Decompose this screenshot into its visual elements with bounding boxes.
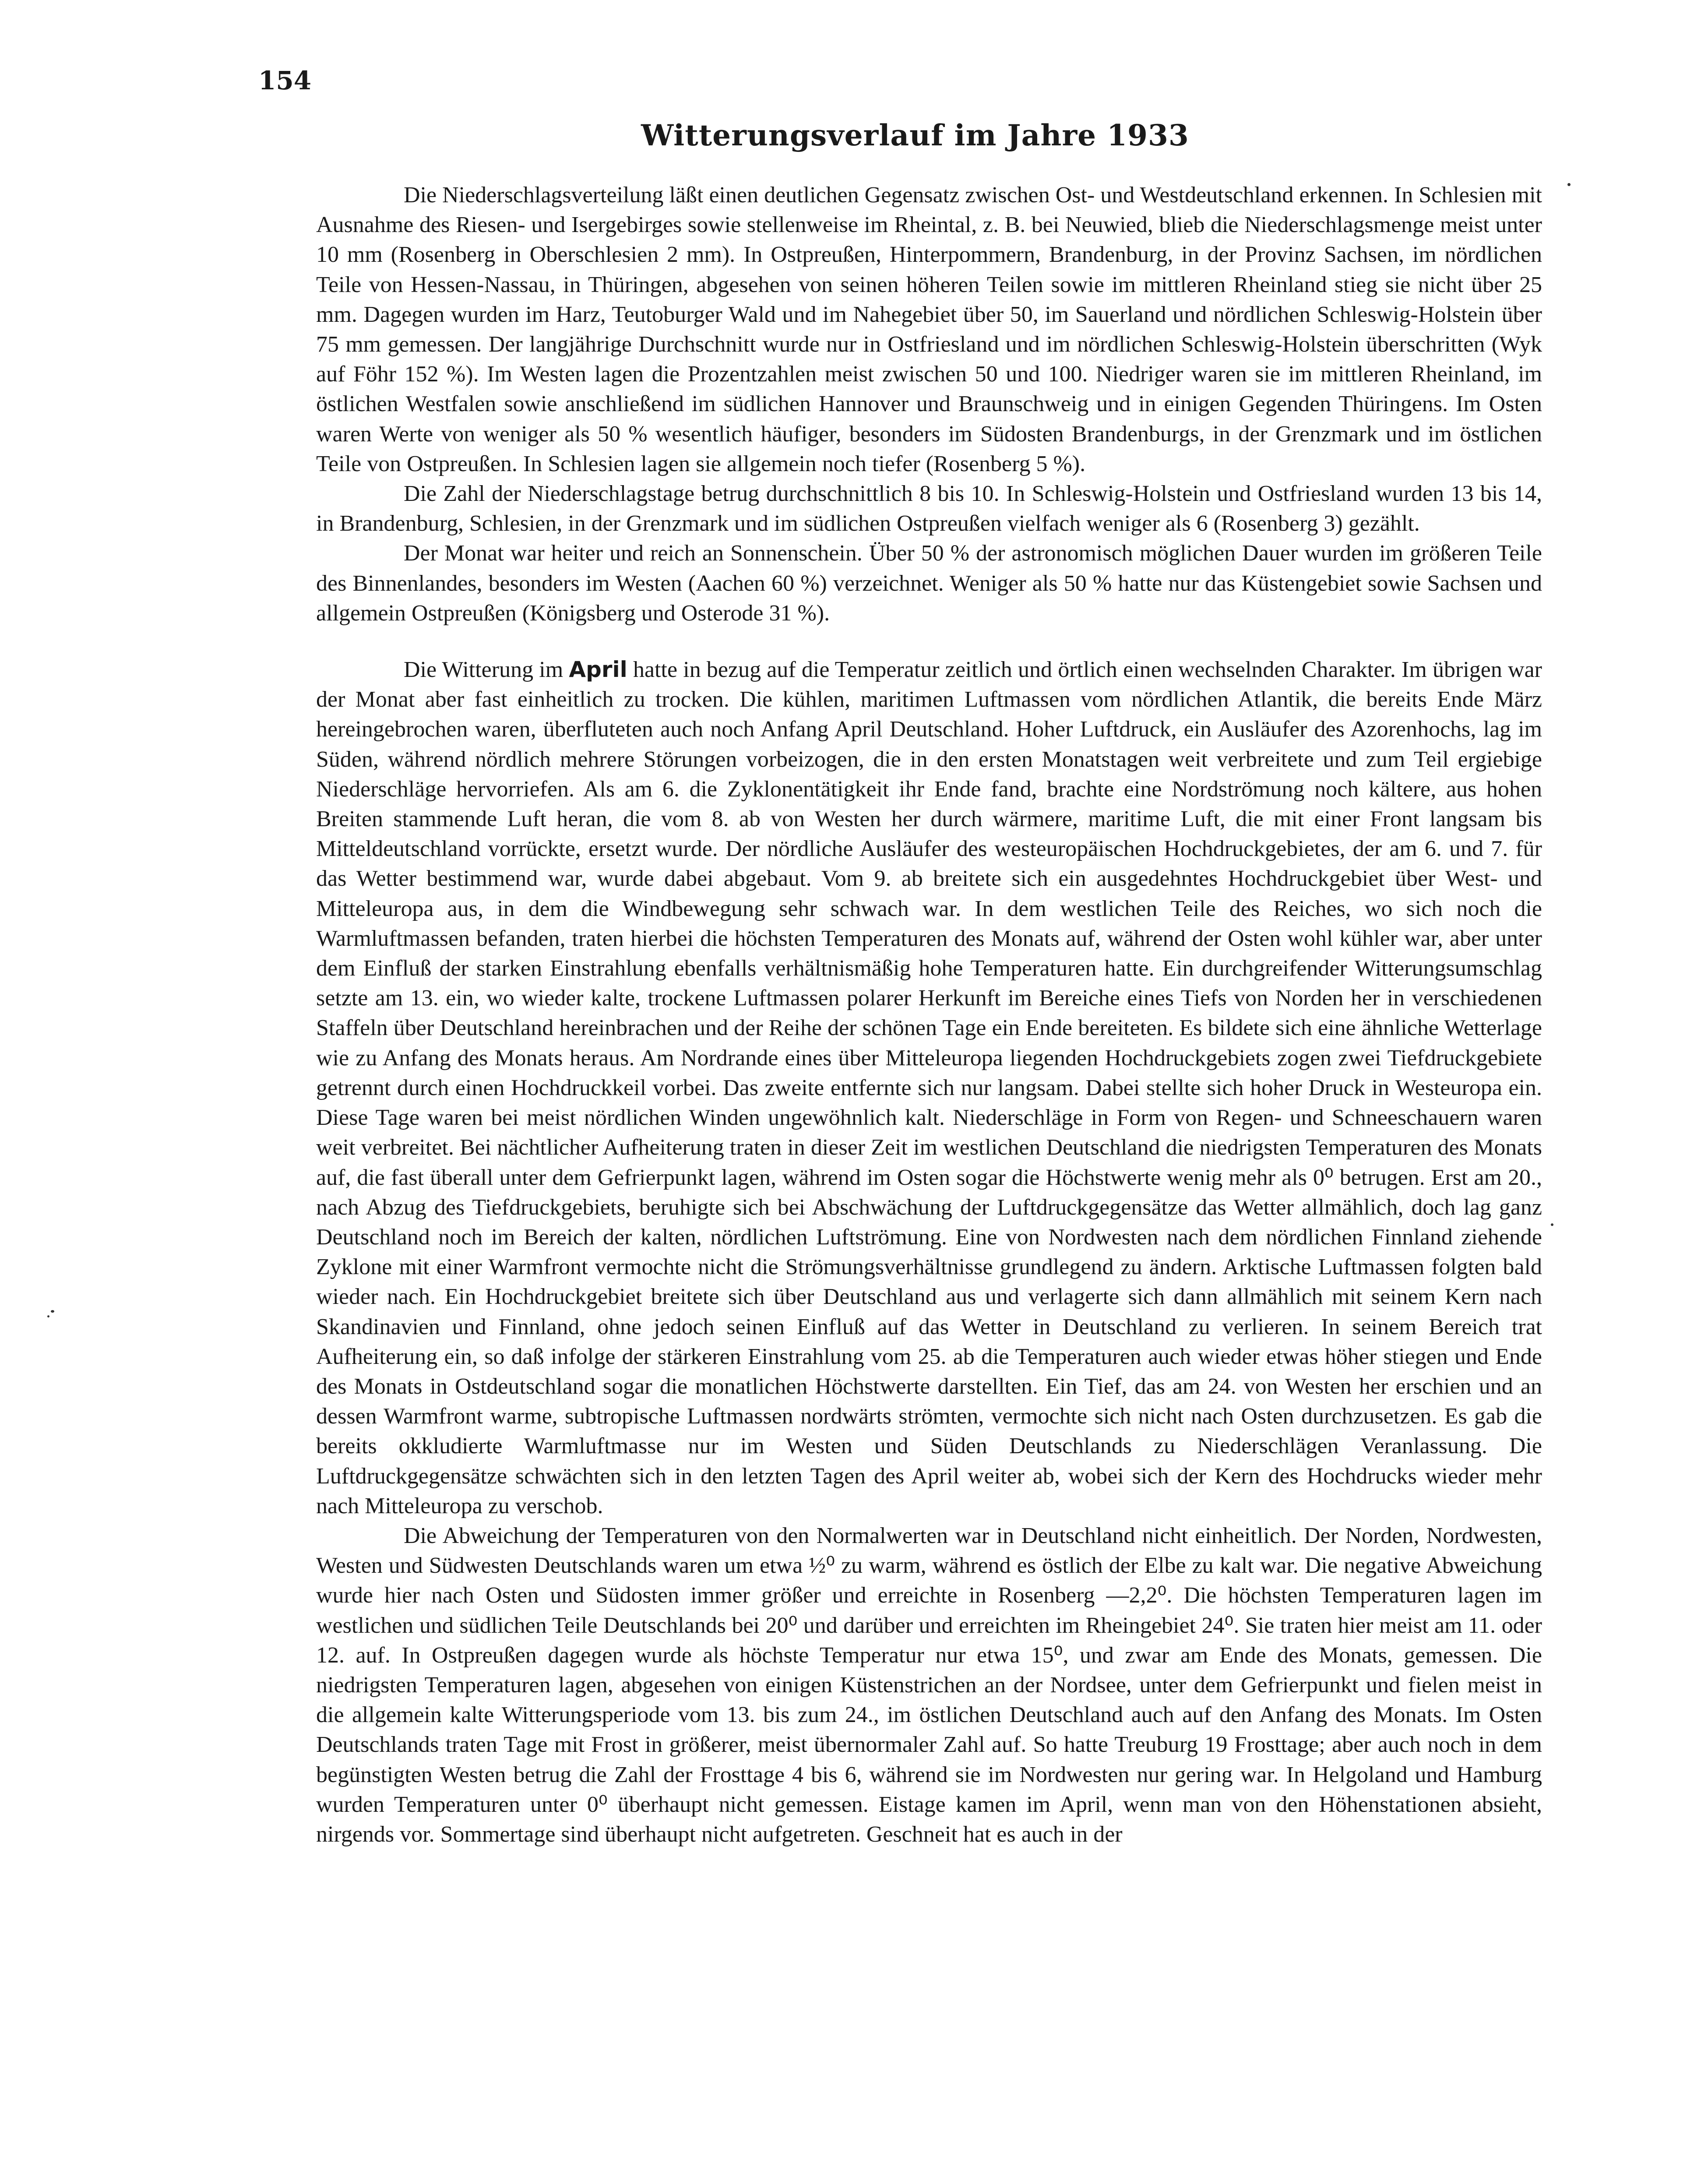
paragraph-precipitation-days: Die Zahl der Niederschlagstage betrug durchschnittlich 8 bis 10. In Schleswig-Holstein und Ostfriesland wurden 13 bis 14, in Brandenburg, Schlesien, in der Grenzmark und im südlichen Ostpreußen vielfach weniger als 6 (Rosenberg 3) gezählt. — [316, 481, 1542, 536]
print-speck — [1567, 183, 1571, 186]
page-number: 154 — [258, 66, 312, 95]
page-title: Witterungsverlauf im Jahre 1933 — [641, 118, 1189, 152]
paragraph-april-weather — [316, 655, 1542, 1521]
print-speck — [47, 1315, 49, 1317]
print-speck — [1551, 1223, 1553, 1226]
article-body — [316, 180, 1542, 1849]
april-body-text: hatte in bezug auf die Temperatur zeitlich und örtlich einen wechselnden Charakter. Im übrigen war der Monat aber fast einheitlich zu trocken. Die kühlen, maritimen Luftmassen vom nördlichen Atlantik, die bereits Ende März hereingebrochen waren, überfluteten auch noch Anfang April Deutschland. Hoher Luftdruck, ein Ausläufer des Azorenhochs, lag im Süden, während nördlich mehrere Störungen vorbeizogen, die in den ersten Monatstagen weit verbreitete und zum Teil ergiebige Niederschläge hervorriefen. Als am 6. die Zyklonentätigkeit ihr Ende fand, brachte eine Nordströmung noch kältere, aus hohen Breiten stammende Luft heran, die vom 8. ab von Westen her durch wärmere, maritime Luft, die mit einer Front langsam bis Mitteldeutschland vorrückte, ersetzt wurde. Der nördliche Ausläufer des westeuropäischen Hochdruckgebietes, der am 6. und 7. für das Wetter bestimmend war, wurde dabei abgebaut. Vom 9. ab breitete sich ein ausgedehntes Hochdruckgebiet über West- und Mitteleuropa aus, in dem die Windbewegung sehr schwach war. In dem westlichen Teile des Reiches, wo sich noch die Warmluftmassen befanden, traten hierbei die höchsten Temperaturen des Monats auf, während der Osten wohl kühler war, aber unter dem Einfluß der starken Einstrahlung ebenfalls verhältnismäßig hohe Temperaturen hatte. Ein durchgreifender Witterungsumschlag setzte am 13. ein, wo wieder kalte, trockene Luftmassen polarer Herkunft im Bereiche eines Tiefs von Norden her in verschiedenen Staffeln über Deutschland hereinbrachen und der Reihe der schönen Tage ein Ende bereiteten. Es bildete sich eine ähnliche Wetterlage wie zu Anfang des Monats heraus. Am Nordrande eines über Mitteleuropa liegenden Hochdruckgebiets zogen zwei Tiefdruckgebiete getrennt durch einen Hochdruckkeil vorbei. Das zweite entfernte sich nur langsam. Dabei stellte sich hoher Druck in Westeuropa ein. Diese Tage waren bei meist nördlichen Winden ungewöhnlich kalt. Niederschläge in Form von Regen- und Schneeschauern waren weit verbreitet. Bei nächtlicher Aufheiterung traten in dieser Zeit im westlichen Deutschland die niedrigsten Temperaturen des Monats auf, die fast überall unter dem Gefrierpunkt lagen, während im Osten sogar die Höchstwerte wenig mehr als 0⁰ betrugen. Erst am 20., nach Abzug des Tiefdruckgebiets, beruhigte sich bei Abschwächung der Luftdruckgegensätze das Wetter allmählich, doch lag ganz Deutschland noch im Bereich der kalten, nördlichen Luftströmung. Eine von Nordwesten nach dem nördlichen Finnland ziehende Zyklone mit einer Warmfront vermochte nicht die Strömungsverhältnisse grundlegend zu ändern. Arktische Luftmassen folgten bald wieder nach. Ein Hochdruckgebiet breitete sich über Deutschland aus und verlagerte sich dann allmählich mit seinem Kern nach Skandinavien und Finnland, ohne jedoch seinen Einfluß auf das Wetter in Deutschland zu verlieren. In seinem Bereich trat Aufheiterung ein, so daß infolge der stärkeren Einstrahlung vom 25. ab die Temperaturen auch wieder etwas höher stiegen und Ende des Monats in Ostdeutschland sogar die monatlichen Höchstwerte darstellten. Ein Tief, das am 24. von Westen her erschien und an dessen Warmfront warme, subtropische Luftmassen nordwärts strömten, vermochte sich nicht nach Osten durchzusetzen. Es gab die bereits okkludierte Warmluftmasse nur im Westen und Süden Deutschlands zu Niederschlägen Veranlassung. Die Luftdruckgegensätze schwächten sich in den letzten Tagen des April weiter ab, wobei sich der Kern des Hochdrucks wieder mehr nach Mitteleuropa zu verschob. — [316, 657, 1542, 1518]
paragraph-sunshine: Der Monat war heiter und reich an Sonnenschein. Über 50 % der astronomisch möglichen Dauer wurden im größeren Teile des Binnenlandes, besonders im Westen (Aachen 60 %) verzeichnet. Weniger als 50 % hatte nur das Küstengebiet sowie Sachsen und allgemein Ostpreußen (Königsberg und Osterode 31 %). — [316, 541, 1542, 626]
april-intro-text: Die Witterung im — [404, 657, 569, 683]
paragraph-temperature-deviation: Die Abweichung der Temperaturen von den Normalwerten war in Deutschland nicht einheitlich. Der Norden, Nordwesten, Westen und Südwesten Deutschlands waren um etwa ½⁰ zu warm, während es östlich der Elbe zu kalt war. Die negative Abweichung wurde hier nach Osten und Südosten immer größer und erreichte in Rosenberg —2,2⁰. Die höchsten Temperaturen lagen im westlichen und südlichen Teile Deutschlands bei 20⁰ und darüber und erreichten im Rheingebiet 24⁰. Sie traten hier meist am 11. oder 12. auf. In Ostpreußen dagegen wurde als höchste Temperatur nur etwa 15⁰, und zwar am Ende des Monats, gemessen. Die niedrigsten Temperaturen lagen, abgesehen von einigen Küstenstrichen an der Nordsee, unter dem Gefrierpunkt und fielen meist in die allgemein kalte Witterungsperiode vom 13. bis zum 24., im östlichen Deutschland auch auf den Anfang des Monats. Im Osten Deutschlands traten Tage mit Frost in größerer, meist übernormaler Zahl auf. So hatte Treuburg 19 Frosttage; aber auch noch in dem begünstigten Westen betrug die Zahl der Frosttage 4 bis 6, während sie im Nordwesten nur gering war. In Helgoland und Hamburg wurden Temperaturen unter 0⁰ überhaupt nicht gemessen. Eistage kamen im April, wenn man von den Höhenstationen absieht, nirgends vor. Sommertage sind überhaupt nicht aufgetreten. Geschneit hat es auch in der — [316, 1523, 1542, 1847]
paragraph-precipitation-distribution: Die Niederschlagsverteilung läßt einen deutlichen Gegensatz zwischen Ost- und Westdeutschland erkennen. In Schlesien mit Ausnahme des Riesen- und Isergebirges sowie stellenweise im Rheintal, z. B. bei Neuwied, blieb die Niederschlagsmenge meist unter 10 mm (Rosenberg in Oberschlesien 2 mm). In Ostpreußen, Hinterpommern, Brandenburg, in der Provinz Sachsen, im nördlichen Teile von Hessen-Nassau, in Thüringen, abgesehen von seinen höheren Teilen sowie im mittleren Rheinland stieg sie nicht über 25 mm. Dagegen wurden im Harz, Teutoburger Wald und im Nahegebiet über 50, im Sauerland und nördlichen Schleswig-Holstein über 75 mm gemessen. Der langjährige Durchschnitt wurde nur in Ostfriesland und im nördlichen Schleswig-Holstein überschritten (Wyk auf Föhr 152 %). Im Westen lagen die Prozentzahlen meist zwischen 50 und 100. Niedriger waren sie im mittleren Rheinland, im östlichen Westfalen sowie anschließend im südlichen Hannover und Braunschweig und in einigen Gegenden Thüringens. Im Osten waren Werte von weniger als 50 % wesentlich häufiger, besonders im Südosten Brandenburgs, in der Grenzmark und im östlichen Teile von Ostpreußen. In Schlesien lagen sie allgemein noch tiefer (Rosenberg 5 %). — [316, 183, 1542, 476]
month-heading-april: April — [569, 657, 627, 683]
print-speck — [51, 1310, 54, 1313]
